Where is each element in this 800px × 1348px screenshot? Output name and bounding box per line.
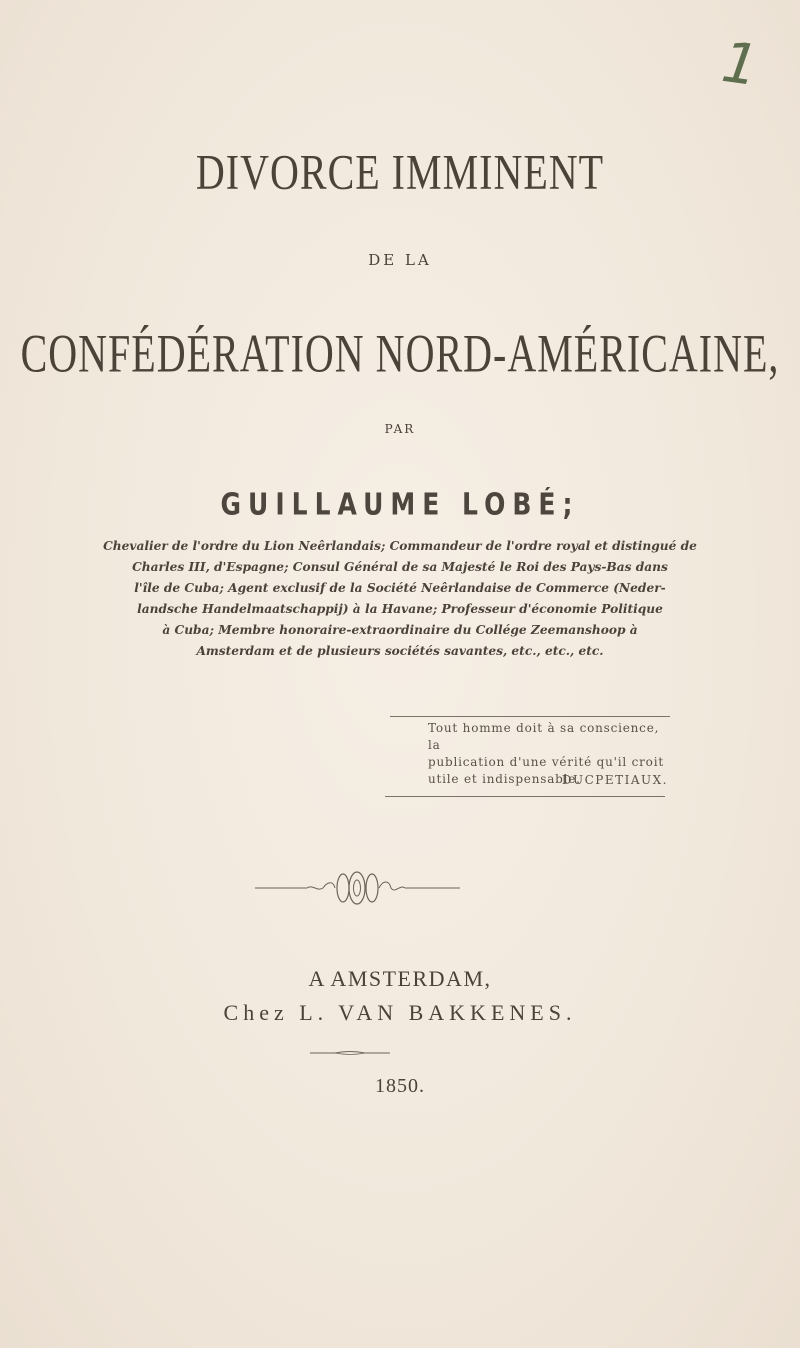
- ornament-flourish: [255, 868, 460, 908]
- imprint-publisher: Chez L. VAN BAKKENES.: [223, 1000, 577, 1025]
- epigraph-line: Tout homme doit à sa conscience, la: [428, 721, 660, 752]
- title-connector: DE LA: [368, 251, 432, 269]
- credentials-line: l'île de Cuba; Agent exclusif de la Société Neêrlandaise de Commerce (Neder-: [134, 581, 666, 595]
- epigraph-line: utile et indispensable.: [428, 772, 581, 786]
- folio-pencil-mark: 1: [717, 29, 763, 100]
- author-name: GUILLAUME LOBÉ;: [220, 487, 580, 522]
- credentials-line: Charles III, d'Espagne; Consul Général de sa Majesté le Roi des Pays-Bas dans: [132, 560, 668, 574]
- author-credentials: [100, 536, 700, 662]
- imprint-divider: [310, 1050, 390, 1056]
- credentials-line: à Cuba; Membre honoraire-extraordinaire du Collége Zeemanshoop à: [162, 623, 638, 637]
- credentials-line: Amsterdam et de plusieurs sociétés savantes, etc., etc., etc.: [196, 644, 604, 658]
- epigraph-top-rule: [390, 716, 670, 717]
- epigraph-attribution: DUCPETIAUX.: [561, 773, 668, 787]
- credentials-line: landsche Handelmaatschappij) à la Havane; Professeur d'économie Politique: [137, 602, 663, 616]
- epigraph-line: publication d'une vérité qu'il croit: [428, 755, 664, 769]
- credentials-line: Chevalier de l'ordre du Lion Neêrlandais; Commandeur de l'ordre royal et distingué de: [103, 539, 697, 553]
- epigraph-bottom-rule: [385, 796, 665, 797]
- title-line-1: DIVORCE IMMINENT: [195, 143, 605, 200]
- by-label: PAR: [384, 422, 416, 436]
- imprint-year: 1850.: [375, 1075, 425, 1097]
- title-line-2: CONFÉDÉRATION NORD-AMÉRICAINE,: [20, 323, 780, 384]
- imprint-city: A AMSTERDAM,: [308, 966, 492, 991]
